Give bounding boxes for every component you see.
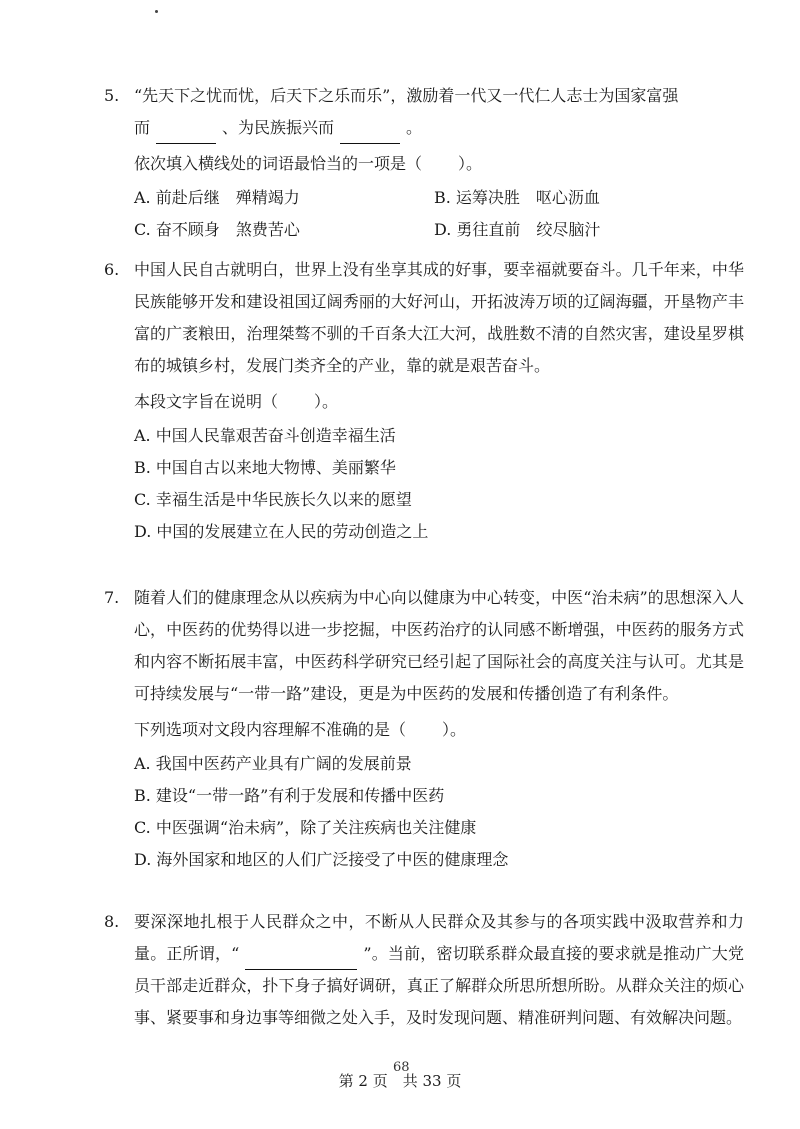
option-b: B. 中国自古以来地大物博、美丽繁华 xyxy=(134,458,396,477)
option-b: B. 运筹决胜 呕心沥血 xyxy=(434,188,600,207)
option-d: D. 海外国家和地区的人们广泛接受了中医的健康理念 xyxy=(134,850,509,869)
option-a: A. 前赴后继 殚精竭力 xyxy=(134,188,300,207)
question-7 xyxy=(104,582,744,876)
option-c: C. 中医强调“治未病”，除了关注疾病也关注健康 xyxy=(134,818,477,837)
page-footer: 第 2 页 共 33 页 xyxy=(338,1072,462,1090)
question-number: 8. xyxy=(104,912,120,931)
option-c: C. 幸福生活是中华民族长久以来的愿望 xyxy=(134,490,412,509)
question-number: 5. xyxy=(104,86,120,105)
fill-blank xyxy=(340,123,400,144)
option-a: A. 中国人民靠艰苦奋斗创造幸福生活 xyxy=(134,426,396,445)
question-passage: 随着人们的健康理念从以疾病为中心向以健康为中心转变，中医“治未病”的思想深入人心，中医药的优势得以进一步挖掘，中医药治疗的认同感不断增强，中医药的服务方式和内容不断拓展丰富，中医药科学研究已经引起了国际社会的高度关注与认可。尤其是可持续发展与“一带一路”建设，更是为中医药的发展和传播创造了有利条件。 xyxy=(134,588,744,703)
options xyxy=(134,182,744,246)
question-5 xyxy=(104,80,744,246)
option-b: B. 建设“一带一路”有利于发展和传播中医药 xyxy=(134,786,445,805)
question-6 xyxy=(104,254,744,548)
question-passage: 要深深地扎根于人民群众之中，不断从人民群众及其参与的各项实践中汲取营养和力量。正所谓，“ ”。当前，密切联系群众最直接的要求就是推动广大党员干部走近群众，扑下身子搞好调研，真正了解群众所思所想所盼。从群众关注的烦心事、紧要事和身边事等细微之处入手，及时发现问题、精准研判问题、有效解决问题。 xyxy=(134,912,744,1027)
options xyxy=(134,748,744,876)
question-8 xyxy=(104,906,744,1034)
scan-dot xyxy=(155,10,158,13)
option-d: D. 中国的发展建立在人民的劳动创造之上 xyxy=(134,522,429,541)
fill-blank xyxy=(245,949,357,970)
handwritten-page-mark: 68 xyxy=(393,1060,410,1075)
question-number: 6. xyxy=(104,260,120,279)
question-prompt: 本段文字旨在说明（ ）。 xyxy=(134,392,339,411)
question-passage: 中国人民自古就明白，世界上没有坐享其成的好事，要幸福就要奋斗。几千年来，中华民族能够开发和建设祖国辽阔秀丽的大好河山，开拓波涛万顷的辽阔海疆，开垦物产丰富的广袤粮田，治理桀骜不驯的千百条大江大河，战胜数不清的自然灾害，建设星罗棋布的城镇乡村，发展门类齐全的产业，靠的就是艰苦奋斗。 xyxy=(134,260,744,375)
question-number: 7. xyxy=(104,588,120,607)
options xyxy=(134,420,744,548)
question-prompt: 依次填入横线处的词语最恰当的一项是（ ）。 xyxy=(134,154,483,173)
option-d: D. 勇往直前 绞尽脑汁 xyxy=(434,220,601,239)
fill-blank xyxy=(156,123,216,144)
option-a: A. 我国中医药产业具有广阔的发展前景 xyxy=(134,754,412,773)
question-stem: “先天下之忧而忧，后天下之乐而乐”，激励着一代又一代仁人志士为国家富强 而 、为民族振兴而 。 xyxy=(134,80,744,144)
option-c: C. 奋不顾身 煞费苦心 xyxy=(134,220,300,239)
question-prompt: 下列选项对文段内容理解不准确的是（ ）。 xyxy=(134,720,467,739)
